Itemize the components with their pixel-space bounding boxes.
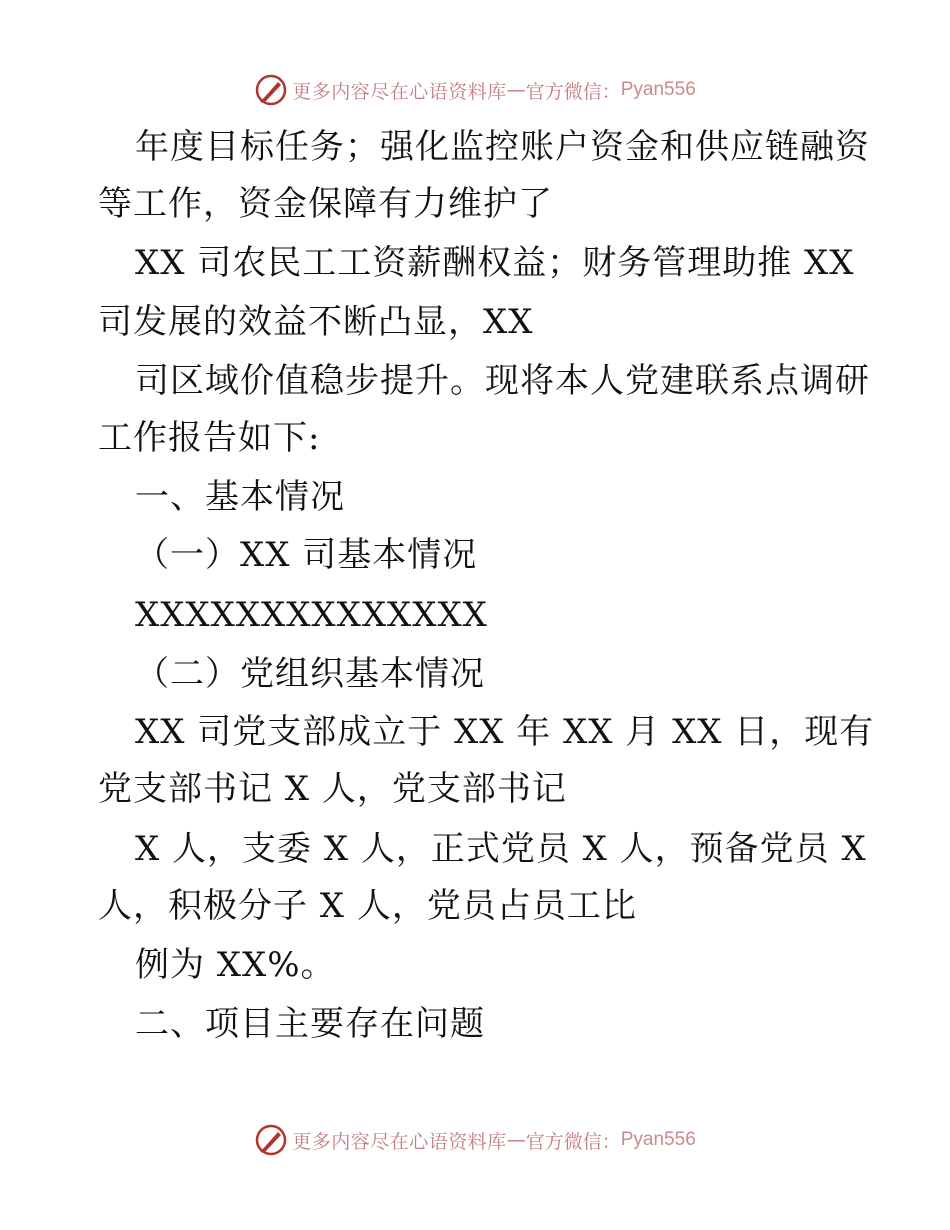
header-wechat-id: Pyan556: [620, 79, 696, 100]
body-line-2: 等工作，资金保障有力维护了: [98, 184, 553, 224]
header-dash: —: [506, 79, 526, 101]
body-line-3: XX 司农民工工资薪酬权益；财务管理助推 XX: [135, 243, 855, 283]
body-line-11: XX 司党支部成立于 XX 年 XX 月 XX 日，现有: [135, 712, 875, 752]
body-line-5: 司区域价值稳步提升。现将本人党建联系点调研: [135, 361, 870, 401]
body-line-4: 司发展的效益不断凸显，XX: [98, 302, 534, 342]
body-line-9: XXXXXXXXXXXXXX: [135, 595, 488, 635]
body-line-6: 工作报告如下:: [98, 418, 321, 458]
body-line-1: 年度目标任务；强化监控账户资金和供应链融资: [135, 127, 870, 167]
subsection-heading-1: （一）XX 司基本情况: [135, 535, 478, 575]
body-line-12: 党支部书记 X 人，党支部书记: [98, 769, 567, 809]
body-line-14: 人，积极分子 X 人，党员占员工比: [98, 886, 637, 926]
quill-logo-icon: [254, 73, 288, 107]
footer-wechat-label: 官方微信：: [525, 1130, 621, 1153]
header-banner: [0, 70, 950, 110]
body-line-13: X 人，支委 X 人，正式党员 X 人，预备党员 X: [135, 829, 867, 869]
subsection-heading-2: （二）党组织基本情况: [135, 654, 485, 694]
section-heading-2: 二、项目主要存在问题: [135, 1004, 485, 1044]
header-brand-text: 更多内容尽在心语资料库: [292, 80, 507, 103]
footer-brand-text: 更多内容尽在心语资料库: [292, 1130, 507, 1153]
section-heading-1: 一、基本情况: [135, 477, 345, 517]
quill-logo-icon: [254, 1123, 288, 1157]
header-wechat-label: 官方微信：: [525, 80, 621, 103]
footer-dash: —: [506, 1129, 526, 1151]
footer-wechat-id: Pyan556: [620, 1129, 696, 1150]
footer-banner: [0, 1120, 950, 1160]
body-line-15: 例为 XX%。: [135, 945, 336, 985]
